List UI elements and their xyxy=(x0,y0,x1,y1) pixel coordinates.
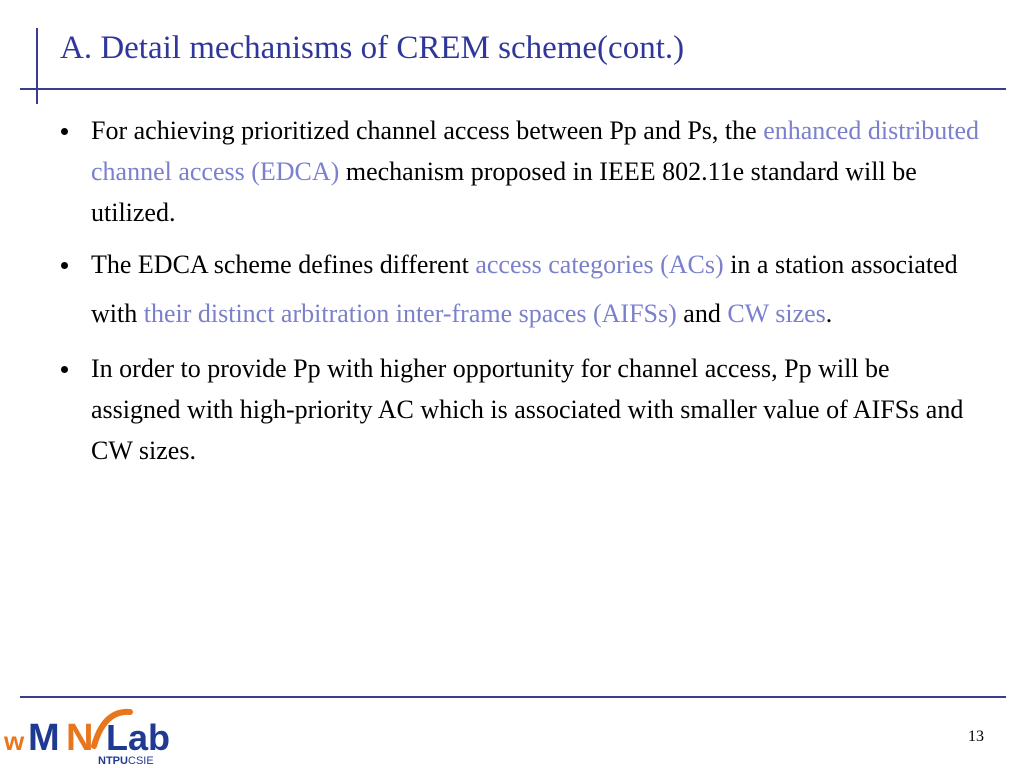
bullet-2-highlight-cw: CW sizes xyxy=(727,299,826,328)
title-horizontal-rule xyxy=(20,88,1006,90)
logo-m: M xyxy=(28,717,60,759)
bullet-item-1 xyxy=(55,110,985,233)
page-number: 13 xyxy=(968,728,984,745)
bullet-item-2 xyxy=(55,240,985,338)
bullet-dot-icon xyxy=(61,366,68,373)
bullet-2-highlight-aifs: their distinct arbitration inter-frame spaces (AIFSs) xyxy=(143,299,677,328)
bullet-2-highlight-acs: access categories (ACs) xyxy=(475,250,724,279)
title-vertical-rule xyxy=(36,28,38,104)
logo-lab: Lab xyxy=(106,717,171,758)
bullet-2-text-end: . xyxy=(825,299,833,328)
logo-n: N xyxy=(66,717,94,759)
bullet-list xyxy=(55,110,985,481)
logo-sub-csie: CSIE xyxy=(128,755,154,766)
bullet-2-text: The EDCA scheme defines different xyxy=(91,250,476,279)
bullet-1-text-end: mechanism proposed in IEEE 802.11e standard will be utilized. xyxy=(91,157,917,227)
bullet-2-text-and: and xyxy=(676,299,728,328)
bullet-1-highlight-edca: enhanced distributed channel access (EDCA) xyxy=(91,116,980,186)
logo-sub-ntpu: NTPU xyxy=(98,755,128,766)
bullet-1-text: For achieving prioritized channel access between Pp and Ps, the xyxy=(91,116,764,145)
bullet-2-text-mid: in a station associated with xyxy=(91,250,958,328)
bullet-dot-icon xyxy=(61,262,68,269)
footer-horizontal-rule xyxy=(20,696,1006,698)
bullet-3-text: In order to provide Pp with higher opportunity for channel access, Pp will be assigned with high-priority AC which is associated with smaller value of AIFSs and CW sizes. xyxy=(91,354,964,465)
bullet-dot-icon xyxy=(61,128,68,135)
logo-w: w xyxy=(4,726,25,756)
slide-title: A. Detail mechanisms of CREM scheme(cont.) xyxy=(60,30,685,66)
bullet-item-3 xyxy=(55,348,985,471)
wmnlab-logo xyxy=(2,706,182,766)
